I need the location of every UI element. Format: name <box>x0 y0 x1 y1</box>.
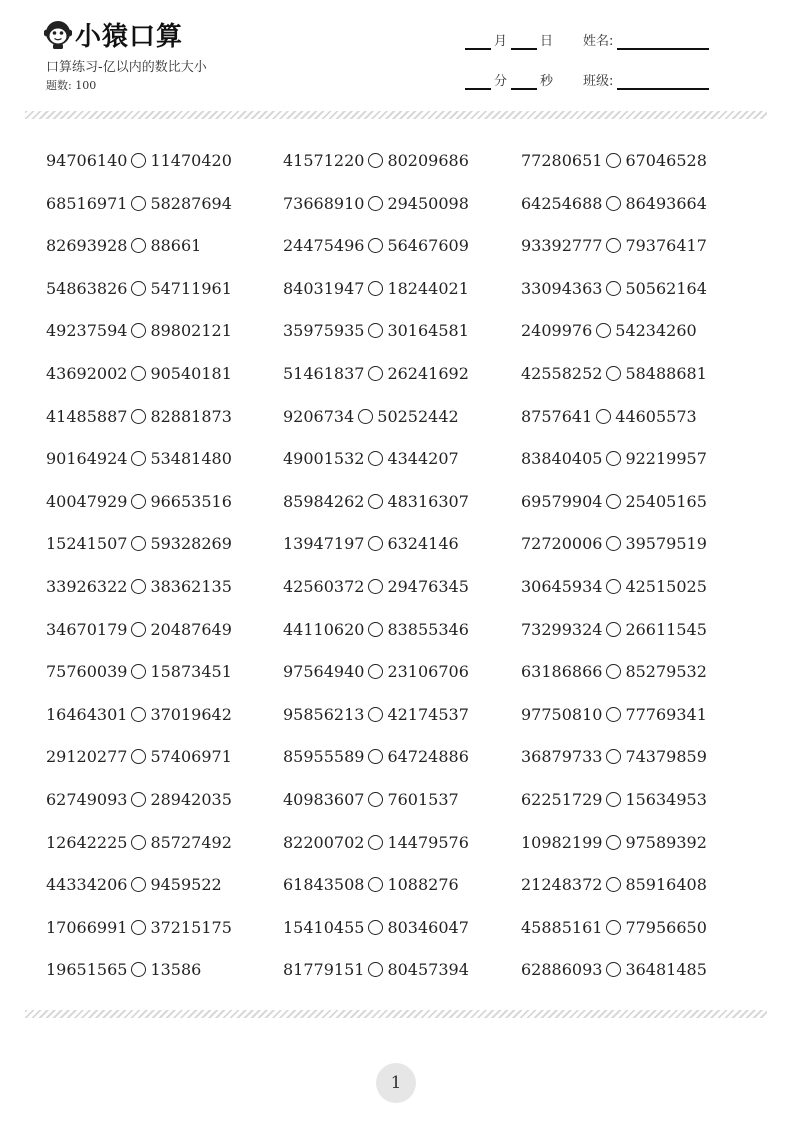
answer-circle[interactable] <box>131 366 146 381</box>
left-number: 34670179 <box>46 619 128 639</box>
month-blank[interactable] <box>465 34 491 50</box>
comparison-problem <box>46 747 232 766</box>
comparison-problem <box>46 492 232 511</box>
minute-blank[interactable] <box>465 74 491 90</box>
worksheet-subtitle: 口算练习-亿以内的数比大小 <box>46 60 207 75</box>
class-label: 班级: <box>583 74 614 89</box>
right-number: 42174537 <box>387 704 469 724</box>
left-number: 29120277 <box>46 747 128 767</box>
answer-circle[interactable] <box>606 451 621 466</box>
right-number: 1088276 <box>387 875 459 895</box>
answer-circle[interactable] <box>368 196 383 211</box>
right-number: 53481480 <box>150 449 232 469</box>
comparison-problem <box>521 364 707 383</box>
comparison-problem <box>283 449 459 468</box>
right-number: 15873451 <box>150 662 232 682</box>
answer-circle[interactable] <box>606 835 621 850</box>
left-number: 10982199 <box>521 832 603 852</box>
answer-circle[interactable] <box>131 749 146 764</box>
comparison-problem <box>46 534 232 553</box>
left-number: 8757641 <box>521 406 593 426</box>
comparison-problem <box>46 151 232 170</box>
left-number: 12642225 <box>46 832 128 852</box>
right-number: 50252442 <box>377 406 459 426</box>
answer-circle[interactable] <box>131 323 146 338</box>
date-row <box>465 34 712 50</box>
comparison-problem <box>46 705 232 724</box>
left-number: 15241507 <box>46 534 128 554</box>
right-number: 77769341 <box>625 704 707 724</box>
left-number: 33926322 <box>46 576 128 596</box>
comparison-problem <box>283 321 469 340</box>
left-number: 73299324 <box>521 619 603 639</box>
comparison-problem <box>46 279 232 298</box>
comparison-problem <box>521 534 707 553</box>
answer-circle[interactable] <box>368 920 383 935</box>
answer-circle[interactable] <box>131 494 146 509</box>
right-number: 50562164 <box>625 278 707 298</box>
problem-grid <box>46 143 766 995</box>
answer-circle[interactable] <box>131 536 146 551</box>
left-number: 45885161 <box>521 917 603 937</box>
left-number: 93392777 <box>521 236 603 256</box>
right-number: 74379859 <box>625 747 707 767</box>
answer-circle[interactable] <box>368 451 383 466</box>
right-number: 83855346 <box>387 619 469 639</box>
left-number: 61843508 <box>283 875 365 895</box>
right-number: 20487649 <box>150 619 232 639</box>
name-blank[interactable] <box>617 34 709 50</box>
comparison-problem <box>283 407 459 426</box>
answer-circle[interactable] <box>606 536 621 551</box>
left-number: 81779151 <box>283 960 365 980</box>
left-number: 35975935 <box>283 321 365 341</box>
comparison-problem <box>521 790 707 809</box>
left-number: 13947197 <box>283 534 365 554</box>
left-number: 82200702 <box>283 832 365 852</box>
comparison-problem <box>521 620 707 639</box>
left-number: 30645934 <box>521 576 603 596</box>
problem-row <box>46 143 766 186</box>
left-number: 40983607 <box>283 789 365 809</box>
comparison-problem <box>283 364 469 383</box>
comparison-problem <box>521 151 707 170</box>
comparison-problem <box>283 236 469 255</box>
answer-circle[interactable] <box>131 792 146 807</box>
answer-circle[interactable] <box>131 920 146 935</box>
answer-circle[interactable] <box>131 153 146 168</box>
right-number: 54234260 <box>615 321 697 341</box>
comparison-problem <box>46 449 232 468</box>
right-number: 37215175 <box>150 917 232 937</box>
right-number: 29476345 <box>387 576 469 596</box>
monkey-icon <box>44 20 72 54</box>
left-number: 2409976 <box>521 321 593 341</box>
answer-circle[interactable] <box>131 707 146 722</box>
answer-circle[interactable] <box>606 877 621 892</box>
comparison-problem <box>283 918 469 937</box>
right-number: 26611545 <box>625 619 707 639</box>
problem-row <box>46 910 766 953</box>
left-number: 41571220 <box>283 151 365 170</box>
right-number: 96653516 <box>150 491 232 511</box>
right-number: 86493664 <box>625 193 707 213</box>
answer-circle[interactable] <box>131 238 146 253</box>
left-number: 62749093 <box>46 789 128 809</box>
right-number: 36481485 <box>625 960 707 980</box>
comparison-problem <box>521 705 707 724</box>
worksheet-header <box>0 0 793 110</box>
left-number: 82693928 <box>46 236 128 256</box>
right-number: 85727492 <box>150 832 232 852</box>
second-label: 秒 <box>540 74 554 89</box>
right-number: 58488681 <box>625 363 707 383</box>
problem-row <box>46 739 766 782</box>
right-number: 48316307 <box>387 491 469 511</box>
right-number: 88661 <box>150 236 202 256</box>
answer-circle[interactable] <box>368 323 383 338</box>
left-number: 62886093 <box>521 960 603 980</box>
right-number: 13586 <box>150 960 202 980</box>
comparison-problem <box>46 662 232 681</box>
problem-row <box>46 526 766 569</box>
right-number: 7601537 <box>387 789 459 809</box>
answer-circle[interactable] <box>131 664 146 679</box>
left-number: 68516971 <box>46 193 128 213</box>
answer-circle[interactable] <box>368 579 383 594</box>
right-number: 38362135 <box>150 576 232 596</box>
left-number: 85955589 <box>283 747 365 767</box>
left-number: 97564940 <box>283 662 365 682</box>
answer-circle[interactable] <box>606 749 621 764</box>
answer-circle[interactable] <box>131 281 146 296</box>
answer-circle[interactable] <box>606 664 621 679</box>
right-number: 67046528 <box>625 151 707 170</box>
answer-circle[interactable] <box>606 707 621 722</box>
comparison-problem <box>521 279 707 298</box>
right-number: 89802121 <box>150 321 232 341</box>
page-number <box>376 1063 416 1103</box>
answer-circle[interactable] <box>131 622 146 637</box>
comparison-problem <box>283 662 469 681</box>
left-number: 40047929 <box>46 491 128 511</box>
comparison-problem <box>283 577 469 596</box>
month-label: 月 <box>494 34 508 49</box>
problem-row <box>46 484 766 527</box>
left-number: 77280651 <box>521 151 603 170</box>
right-number: 26241692 <box>387 363 469 383</box>
comparison-problem <box>521 449 707 468</box>
answer-circle[interactable] <box>606 494 621 509</box>
comparison-problem <box>283 747 469 766</box>
comparison-problem <box>46 790 232 809</box>
answer-circle[interactable] <box>368 877 383 892</box>
time-row <box>465 74 712 90</box>
answer-circle[interactable] <box>368 749 383 764</box>
right-number: 56467609 <box>387 236 469 256</box>
answer-circle[interactable] <box>131 451 146 466</box>
problem-row <box>46 952 766 995</box>
answer-circle[interactable] <box>606 281 621 296</box>
left-number: 63186866 <box>521 662 603 682</box>
answer-circle[interactable] <box>606 792 621 807</box>
right-number: 80346047 <box>387 917 469 937</box>
page-number-text: 1 <box>390 1073 402 1093</box>
right-number: 44605573 <box>615 406 697 426</box>
answer-circle[interactable] <box>131 835 146 850</box>
answer-circle[interactable] <box>368 707 383 722</box>
left-number: 9206734 <box>283 406 355 426</box>
comparison-problem <box>521 492 707 511</box>
problem-row <box>46 441 766 484</box>
right-number: 18244021 <box>387 278 469 298</box>
left-number: 72720006 <box>521 534 603 554</box>
answer-circle[interactable] <box>368 664 383 679</box>
left-number: 15410455 <box>283 917 365 937</box>
answer-circle[interactable] <box>606 622 621 637</box>
left-number: 90164924 <box>46 449 128 469</box>
right-number: 6324146 <box>387 534 459 554</box>
comparison-problem <box>46 577 232 596</box>
left-number: 49001532 <box>283 449 365 469</box>
comparison-problem <box>46 407 232 426</box>
right-number: 11470420 <box>150 151 232 170</box>
comparison-problem <box>46 194 232 213</box>
right-number: 59328269 <box>150 534 232 554</box>
answer-circle[interactable] <box>606 920 621 935</box>
comparison-problem <box>46 875 222 894</box>
right-number: 9459522 <box>150 875 222 895</box>
comparison-problem <box>46 236 201 255</box>
problem-count: 题数: 100 <box>46 79 97 92</box>
answer-circle[interactable] <box>606 366 621 381</box>
comparison-problem <box>46 321 232 340</box>
comparison-problem <box>283 705 469 724</box>
problem-row <box>46 654 766 697</box>
right-number: 39579519 <box>625 534 707 554</box>
name-label: 姓名: <box>583 34 614 49</box>
left-number: 19651565 <box>46 960 128 980</box>
comparison-problem <box>521 833 707 852</box>
right-number: 42515025 <box>625 576 707 596</box>
problem-row <box>46 186 766 229</box>
top-divider <box>25 111 767 119</box>
answer-circle[interactable] <box>368 792 383 807</box>
right-number: 37019642 <box>150 704 232 724</box>
answer-circle[interactable] <box>368 622 383 637</box>
comparison-problem <box>283 875 459 894</box>
comparison-problem <box>283 790 459 809</box>
problem-row <box>46 782 766 825</box>
right-number: 85916408 <box>625 875 707 895</box>
right-number: 23106706 <box>387 662 469 682</box>
left-number: 17066991 <box>46 917 128 937</box>
right-number: 64724886 <box>387 747 469 767</box>
right-number: 14479576 <box>387 832 469 852</box>
left-number: 16464301 <box>46 704 128 724</box>
comparison-problem <box>283 620 469 639</box>
comparison-problem <box>46 364 232 383</box>
left-number: 51461837 <box>283 363 365 383</box>
answer-circle[interactable] <box>368 238 383 253</box>
left-number: 83840405 <box>521 449 603 469</box>
right-number: 80209686 <box>387 151 469 170</box>
left-number: 97750810 <box>521 704 603 724</box>
right-number: 29450098 <box>387 193 469 213</box>
right-number: 58287694 <box>150 193 232 213</box>
answer-circle[interactable] <box>368 835 383 850</box>
right-number: 90540181 <box>150 363 232 383</box>
left-number: 85984262 <box>283 491 365 511</box>
comparison-problem <box>283 960 469 979</box>
comparison-problem <box>283 194 469 213</box>
comparison-problem <box>521 577 707 596</box>
answer-circle[interactable] <box>368 536 383 551</box>
right-number: 28942035 <box>150 789 232 809</box>
left-number: 42558252 <box>521 363 603 383</box>
answer-circle[interactable] <box>358 409 373 424</box>
left-number: 95856213 <box>283 704 365 724</box>
problem-row <box>46 271 766 314</box>
answer-circle[interactable] <box>131 877 146 892</box>
answer-circle[interactable] <box>606 962 621 977</box>
answer-circle[interactable] <box>368 281 383 296</box>
answer-circle[interactable] <box>606 196 621 211</box>
right-number: 85279532 <box>625 662 707 682</box>
right-number: 4344207 <box>387 449 459 469</box>
right-number: 25405165 <box>625 491 707 511</box>
answer-circle[interactable] <box>606 579 621 594</box>
right-number: 77956650 <box>625 917 707 937</box>
answer-circle[interactable] <box>368 962 383 977</box>
problem-row <box>46 313 766 356</box>
right-number: 57406971 <box>150 747 232 767</box>
left-number: 73668910 <box>283 193 365 213</box>
left-number: 42560372 <box>283 576 365 596</box>
problem-row <box>46 569 766 612</box>
left-number: 64254688 <box>521 193 603 213</box>
logo-text: 小猿口算 <box>75 22 184 52</box>
problem-row <box>46 228 766 271</box>
comparison-problem <box>521 747 707 766</box>
problem-row <box>46 356 766 399</box>
right-number: 97589392 <box>625 832 707 852</box>
comparison-problem <box>521 407 697 426</box>
right-number: 30164581 <box>387 321 469 341</box>
comparison-problem <box>46 918 232 937</box>
answer-circle[interactable] <box>131 196 146 211</box>
comparison-problem <box>521 918 707 937</box>
right-number: 92219957 <box>625 449 707 469</box>
problem-row <box>46 399 766 442</box>
left-number: 44110620 <box>283 619 365 639</box>
problem-row <box>46 697 766 740</box>
comparison-problem <box>283 833 469 852</box>
right-number: 15634953 <box>625 789 707 809</box>
comparison-problem <box>521 194 707 213</box>
answer-circle[interactable] <box>596 323 611 338</box>
left-number: 43692002 <box>46 363 128 383</box>
comparison-problem <box>283 151 469 170</box>
right-number: 54711961 <box>150 278 232 298</box>
right-number: 80457394 <box>387 960 469 980</box>
answer-circle[interactable] <box>368 366 383 381</box>
left-number: 54863826 <box>46 278 128 298</box>
left-number: 33094363 <box>521 278 603 298</box>
problem-row <box>46 867 766 910</box>
left-number: 44334206 <box>46 875 128 895</box>
answer-circle[interactable] <box>131 579 146 594</box>
left-number: 62251729 <box>521 789 603 809</box>
left-number: 21248372 <box>521 875 603 895</box>
day-label: 日 <box>540 34 554 49</box>
comparison-problem <box>46 833 232 852</box>
answer-circle[interactable] <box>606 153 621 168</box>
day-blank[interactable] <box>511 34 537 50</box>
comparison-problem <box>521 236 707 255</box>
problem-row <box>46 825 766 868</box>
comparison-problem <box>283 492 469 511</box>
comparison-problem <box>521 875 707 894</box>
left-number: 36879733 <box>521 747 603 767</box>
right-number: 82881873 <box>150 406 232 426</box>
left-number: 75760039 <box>46 662 128 682</box>
answer-circle[interactable] <box>368 153 383 168</box>
bottom-divider <box>25 1010 767 1018</box>
left-number: 94706140 <box>46 151 128 170</box>
answer-circle[interactable] <box>131 962 146 977</box>
answer-circle[interactable] <box>368 494 383 509</box>
comparison-problem <box>283 534 459 553</box>
left-number: 84031947 <box>283 278 365 298</box>
right-number: 79376417 <box>625 236 707 256</box>
second-blank[interactable] <box>511 74 537 90</box>
left-number: 24475496 <box>283 236 365 256</box>
left-number: 69579904 <box>521 491 603 511</box>
class-blank[interactable] <box>617 74 709 90</box>
minute-label: 分 <box>494 74 508 89</box>
left-number: 41485887 <box>46 406 128 426</box>
left-number: 49237594 <box>46 321 128 341</box>
comparison-problem <box>521 960 707 979</box>
answer-circle[interactable] <box>596 409 611 424</box>
brand-logo <box>44 20 183 54</box>
answer-circle[interactable] <box>606 238 621 253</box>
comparison-problem <box>46 960 201 979</box>
problem-row <box>46 612 766 655</box>
comparison-problem <box>521 662 707 681</box>
comparison-problem <box>521 321 697 340</box>
comparison-problem <box>46 620 232 639</box>
comparison-problem <box>283 279 469 298</box>
answer-circle[interactable] <box>131 409 146 424</box>
